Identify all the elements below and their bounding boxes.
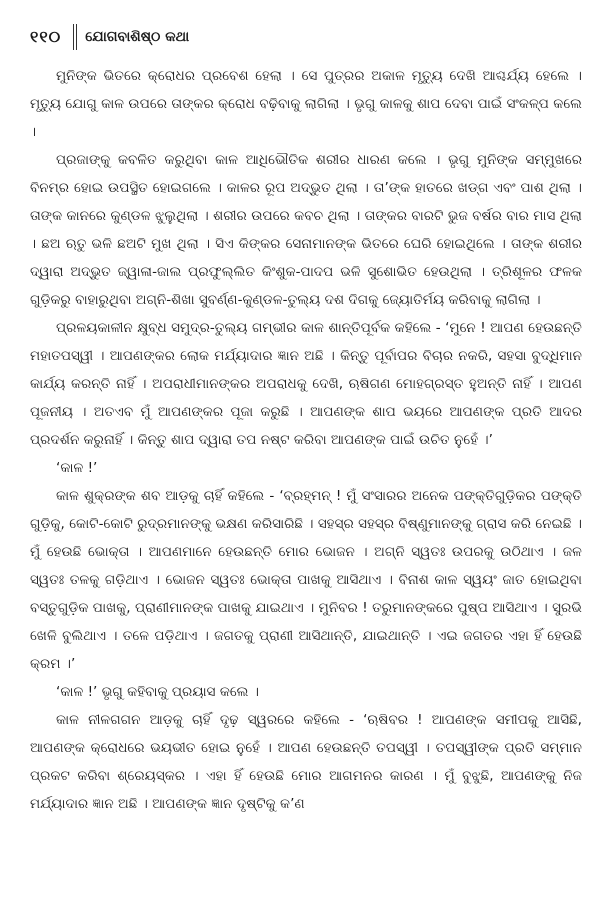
paragraph: ମୁନିଙ୍କ ଭିତରେ କ୍ରୋଧର ପ୍ରବେଶ ହେଲା । ସେ ପୁତ୍ରର ଅକାଳ ମୃତ୍ୟୁ ଦେଖି ଆଶ୍ଚର୍ଯ୍ୟ ହେଲେ । ମୃତ୍ୟୁ ଯୋଗୁ କାଳ ଉପରେ ତାଙ୍କର କ୍ରୋଧ ବଢ଼ିବାକୁ ଲାଗିଲା । ଭୃଗୁ କାଳକୁ ଶାପ ଦେବା ପାଇଁ ସଂକଳ୍ପ କଲେ । bbox=[30, 68, 582, 140]
paragraph: ‘କାଳ !’ ଭୃଗୁ କହିବାକୁ ପ୍ରୟାସ କଲେ । bbox=[56, 684, 259, 700]
paragraph: ପ୍ରଳୟକାଳୀନ କ୍ଷୁବ୍ଧ ସମୁଦ୍ର-ତୁଲ୍ୟ ଗମ୍ଭୀର କାଳ ଶାନ୍ତିପୂର୍ବକ କହିଲେ - ‘ମୁନେ ! ଆପଣ ହେଉଛନ୍ତି ମହାତପସ୍ୱୀ । ଆପଣଙ୍କର ଲୋକ ମର୍ଯ୍ୟାଦାର ଜ୍ଞାନ ଅଛି । କିନ୍ତୁ ପୂର୍ବାପର ବିଚାର ନକରି, ସହସା ବୁଦ୍ଧିମାନ କାର୍ଯ୍ୟ କରନ୍ତି ନାହିଁ । ଅପରାଧୀମାନଙ୍କର ଅପରାଧକୁ ଦେଖି, ଋଷିଗଣ ମୋହଗ୍ରସ୍ତ ହୁଅନ୍ତି ନାହିଁ । ଆପଣ ପୂଜନୀୟ । ଅତଏବ ମୁଁ ଆପଣଙ୍କର ପୂଜା କରୁଛି । ଆପଣଙ୍କ ଶାପ ଭୟରେ ଆପଣଙ୍କ ପ୍ରତି ଆଦର ପ୍ରଦର୍ଶନ କରୁନାହିଁ । କିନ୍ତୁ ଶାପ ଦ୍ୱାରା ତପ ନଷ୍ଟ କରିବା ଆପଣଙ୍କ ପାଇଁ ଉଚିତ ନୁହେଁ ।’ bbox=[30, 320, 582, 448]
paragraph: କାଳ ନୀଳଗଗନ ଆଡ଼କୁ ଚାହିଁ ଦୃଢ଼ ସ୍ୱରରେ କହିଲେ - ‘ଋଷିବର ! ଆପଣଙ୍କ ସମୀପକୁ ଆସିଛି, ଆପଣଙ୍କ କ୍ରୋଧରେ ଭୟଭୀତ ହୋଇ ନୁହେଁ । ଆପଣ ହେଉଛନ୍ତି ତପସ୍ୱୀ । ତପସ୍ୱୀଙ୍କ ପ୍ରତି ସମ୍ମାନ ପ୍ରକଟ କରିବା ଶ୍ରେୟସ୍କର । ଏହା ହିଁ ହେଉଛି ମୋର ଆଗମନର କାରଣ । ମୁଁ ବୁଝୁଛି, ଆପଣଙ୍କୁ ନିଜ ମର୍ଯ୍ୟାଦାର ଜ୍ଞାନ ଅଛି । ଆପଣଙ୍କ ଜ୍ଞାନ ଦୃଷ୍ଟିକୁ କ’ଣ bbox=[30, 712, 582, 812]
running-title: ଯୋଗବାଶିଷ୍ଠ କଥା bbox=[85, 29, 190, 45]
paragraph: ‘କାଳ !’ bbox=[56, 460, 98, 476]
header-divider bbox=[73, 24, 77, 50]
paragraph: କାଳ ଶୁକ୍ରଙ୍କ ଶବ ଆଡ଼କୁ ଚାହିଁ କହିଲେ - ‘ବ୍ରହ୍ମନ୍ ! ମୁଁ ସଂସାରର ଅନେକ ପଙ୍‌କ୍ତିଗୁଡ଼ିକର ପଙ୍‌କ୍ତି ଗୁଡ଼ିକୁ, କୋଟି-କୋଟି ରୁଦ୍ରମାନଙ୍କୁ ଭକ୍ଷଣ କରିସାରିଛି । ସହସ୍ର ସହସ୍ର ବିଷ୍ଣୁମାନଙ୍କୁ ଗ୍ରାସ କରି ନେଇଛି । ମୁଁ ହେଉଛି ଭୋକ୍ତା । ଆପଣମାନେ ହେଉଛନ୍ତି ମୋର ଭୋଜନ । ଅଗ୍ନି ସ୍ୱତଃ ଉପରକୁ ଉଠିଥାଏ । ଜଳ ସ୍ୱତଃ ତଳକୁ ଗଡ଼ିଥାଏ । ଭୋଜନ ସ୍ୱତଃ ଭୋକ୍ତା ପାଖକୁ ଆସିଥାଏ । ବିନାଶ କାଳ ସ୍ୱୟଂ ଜାତ ହୋଇଥିବା ବସ୍ତୁଗୁଡ଼ିକ ପାଖକୁ, ପ୍ରାଣୀମାନଙ୍କ ପାଖକୁ ଯାଇଥାଏ । ମୁନିବର ! ତରୁମାନଙ୍କରେ ପୁଷ୍ପ ଆସିଥାଏ । ସୁରଭି ଖେଳି ବୁଲିଥାଏ । ତଳେ ପଡ଼ିଥାଏ । ଜଗତକୁ ପ୍ରାଣୀ ଆସିଥାନ୍ତି, ଯାଇଥାନ୍ତି । ଏଇ ଜଗତର ଏହା ହିଁ ହେଉଛି କ୍ରମ ।’ bbox=[30, 488, 582, 672]
page-number: ୧୧୦ bbox=[30, 27, 62, 46]
body-text bbox=[30, 62, 582, 900]
paragraph: ପ୍ରଜାଙ୍କୁ କବଳିତ କରୁଥିବା କାଳ ଆଧିଭୌତିକ ଶରୀର ଧାରଣ କଲେ । ଭୃଗୁ ମୁନିଙ୍କ ସମ୍ମୁଖରେ ବିନମ୍ର ହୋଇ ଉପସ୍ଥିତ ହୋଇଗଲେ । କାଳର ରୂପ ଅଦ୍ଭୁତ ଥିଲା । ତା’ଙ୍କ ହାତରେ ଖଡ୍‌ଗ ଏବଂ ପାଶ ଥିଲା । ତାଙ୍କ କାନରେ କୁଣ୍ଡଳ ଝୁଲୁଥିଲା । ଶରୀର ଉପରେ କବଚ ଥିଲା । ତାଙ୍କର ବାରଟି ଭୁଜ ବର୍ଷର ବାର ମାସ ଥିଲା । ଛଅ ଋତୁ ଭଳି ଛଅଟି ମୁଖ ଥିଲା । ସିଏ କିଙ୍କର ସେନାମାନଙ୍କ ଭିତରେ ଘେରି ହୋଇଥିଲେ । ତାଙ୍କ ଶରୀର ଦ୍ୱାରା ଅଦ୍ଭୁତ ଜ୍ୱାଳା-ଜାଲ ପ୍ରଫୁଲ୍ଲିତ କିଂଶୁକ-ପାଦପ ଭଳି ସୁଶୋଭିତ ହେଉଥିଲା । ତ୍ରିଶୂଳର ଫଳକ ଗୁଡ଼ିକରୁ ବାହାରୁଥିବା ଅଗ୍ନି-ଶିଖା ସୁବର୍ଣ୍ଣ-କୁଣ୍ଡଳ-ତୁଲ୍ୟ ଦଶ ଦିଗକୁ ଜ୍ୟୋତିର୍ମୟ କରିବାକୁ ଲାଗିଲା । bbox=[30, 152, 582, 308]
page-header bbox=[30, 24, 580, 50]
